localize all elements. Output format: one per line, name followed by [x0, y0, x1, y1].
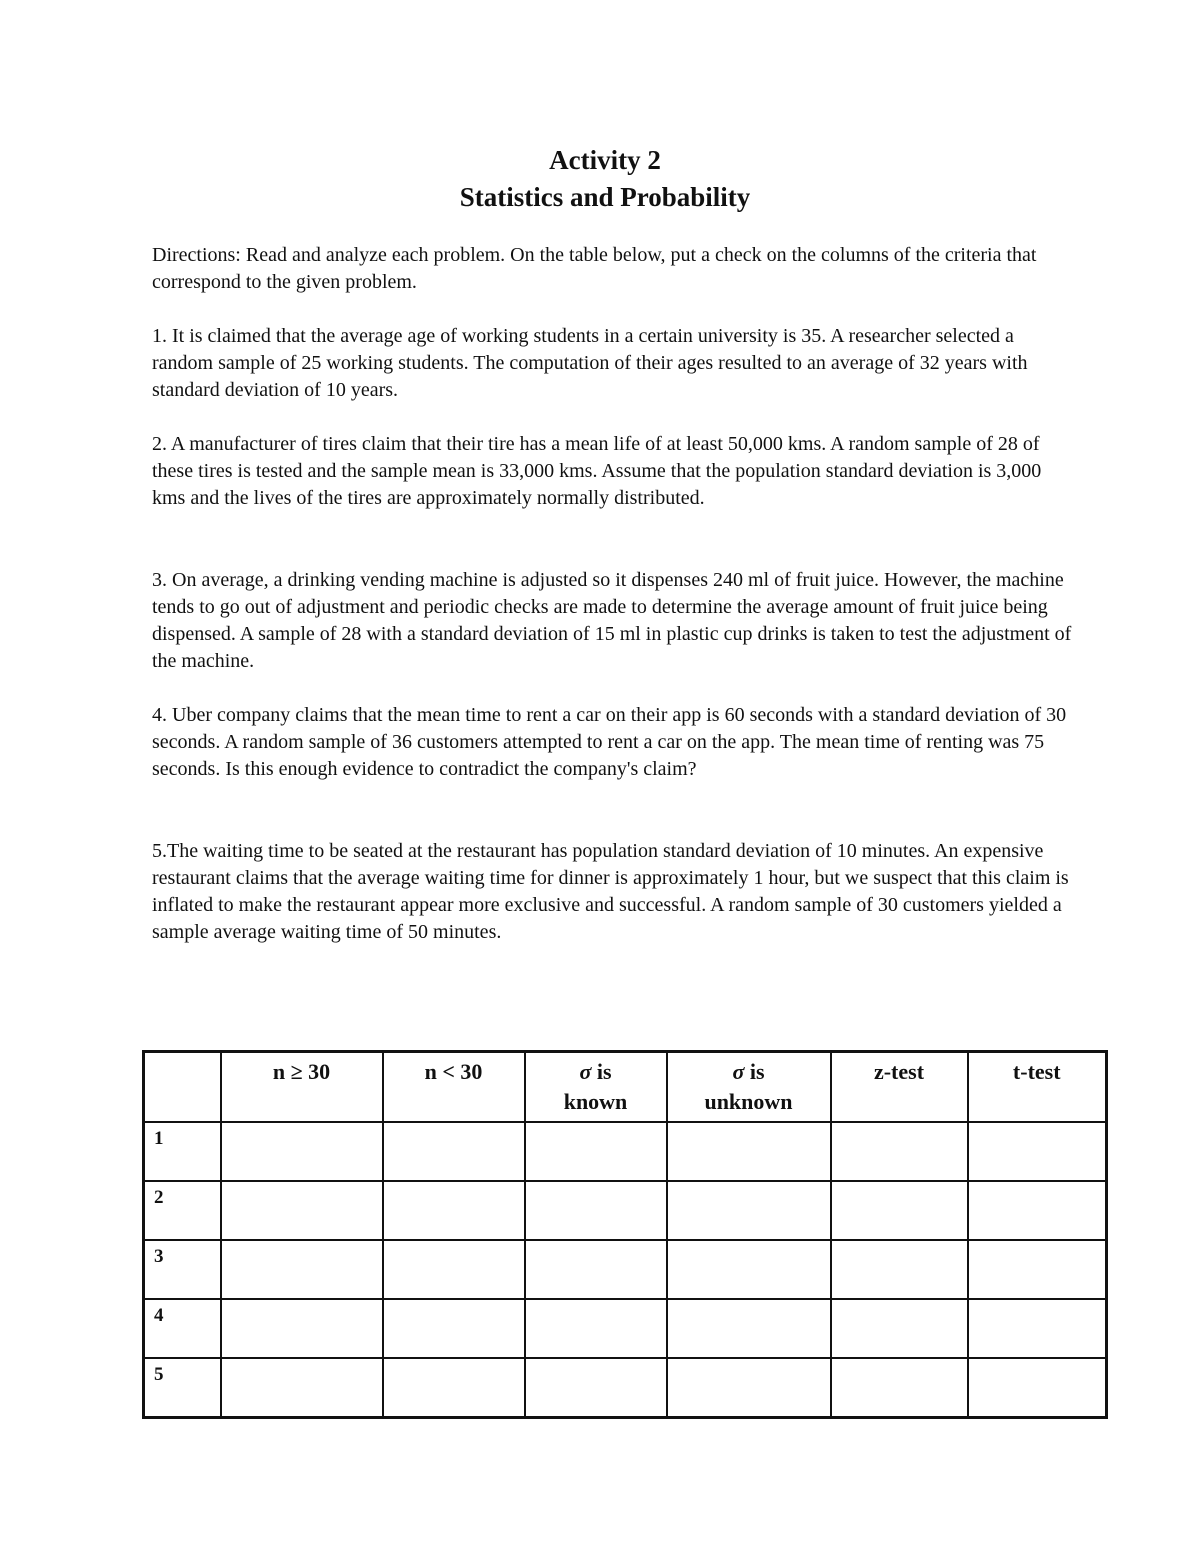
table-row — [144, 1299, 1107, 1358]
check-cell-z-test[interactable] — [831, 1181, 968, 1240]
header-sigma-known — [525, 1052, 667, 1123]
check-cell-n-ge-30[interactable] — [221, 1240, 383, 1299]
row-number: 1 — [144, 1122, 221, 1181]
check-cell-sigma-unknown[interactable] — [667, 1122, 831, 1181]
directions-text: Directions: Read and analyze each problem. On the table below, put a check on the columns of the criteria that correspond to the given problem. — [152, 244, 1037, 293]
header-sigma-known-word: known — [563, 1089, 628, 1114]
check-cell-t-test[interactable] — [968, 1358, 1107, 1418]
check-cell-n-ge-30[interactable] — [221, 1122, 383, 1181]
check-cell-sigma-known[interactable] — [525, 1358, 667, 1418]
problem-3: 3. On average, a drinking vending machine is adjusted so it dispenses 240 ml of fruit juice. However, the machine tends to go out of adjustment and periodic checks are made to determine the average amount of fruit juice being dispensed. A sample of 28 with a standard deviation of 15 ml in plastic cup drinks is taken to test the adjustment of the machine. — [152, 569, 1072, 672]
check-cell-z-test[interactable] — [831, 1299, 968, 1358]
problem-2: 2. A manufacturer of tires claim that their tire has a mean life of at least 50,000 kms. A random sample of 28 of these tires is tested and the sample mean is 33,000 kms. Assume that the population standard deviation is 3,000 kms and the lives of the tires are approximately normally distributed. — [152, 433, 1042, 509]
title-block — [0, 142, 1200, 216]
check-cell-t-test[interactable] — [968, 1122, 1107, 1181]
sigma-symbol: σ — [579, 1059, 592, 1084]
check-cell-z-test[interactable] — [831, 1240, 968, 1299]
check-cell-sigma-unknown[interactable] — [667, 1299, 831, 1358]
check-cell-n-ge-30[interactable] — [221, 1358, 383, 1418]
criteria-table — [142, 1050, 1108, 1419]
check-cell-sigma-known[interactable] — [525, 1122, 667, 1181]
problem-5: 5.The waiting time to be seated at the restaurant has population standard deviation of 10 minutes. An expensive restaurant claims that the average waiting time for dinner is approximately 1 hour, but we suspect that this claim is inflated to make the restaurant appear more exclusive and successful. A random sample of 30 customers yielded a sample average waiting time of 50 minutes. — [152, 840, 1069, 943]
check-cell-n-ge-30[interactable] — [221, 1181, 383, 1240]
header-n-lt-30-label: n < 30 — [424, 1059, 483, 1084]
table-header-row — [144, 1052, 1107, 1123]
header-n-ge-30 — [221, 1052, 383, 1123]
check-cell-z-test[interactable] — [831, 1122, 968, 1181]
header-n-lt-30 — [383, 1052, 525, 1123]
check-cell-n-lt-30[interactable] — [383, 1299, 525, 1358]
page-subtitle: Statistics and Probability — [459, 182, 751, 212]
check-cell-t-test[interactable] — [968, 1240, 1107, 1299]
check-cell-n-ge-30[interactable] — [221, 1299, 383, 1358]
header-n-ge-30-label: n ≥ 30 — [272, 1059, 331, 1084]
problem-4: 4. Uber company claims that the mean time to rent a car on their app is 60 seconds with a standard deviation of 30 seconds. A random sample of 36 customers attempted to rent a car on the app. The mean time of renting was 75 seconds. Is this enough evidence to contradict the company's claim? — [152, 704, 1067, 780]
row-number: 4 — [144, 1299, 221, 1358]
problem-1: 1. It is claimed that the average age of working students in a certain university is 35. A researcher selected a random sample of 25 working students. The computation of their ages resulted to an average of 32 years with standard deviation of 10 years. — [152, 325, 1028, 401]
check-cell-t-test[interactable] — [968, 1299, 1107, 1358]
header-sigma-unknown-is: is — [744, 1059, 765, 1084]
check-cell-sigma-known[interactable] — [525, 1181, 667, 1240]
check-cell-sigma-known[interactable] — [525, 1299, 667, 1358]
header-z-test — [831, 1052, 968, 1123]
check-cell-sigma-unknown[interactable] — [667, 1240, 831, 1299]
table-row — [144, 1240, 1107, 1299]
header-sigma-known-is: is — [591, 1059, 612, 1084]
check-cell-n-lt-30[interactable] — [383, 1122, 525, 1181]
check-cell-n-lt-30[interactable] — [383, 1358, 525, 1418]
row-number: 3 — [144, 1240, 221, 1299]
table-row — [144, 1181, 1107, 1240]
header-t-test-label: t-test — [1012, 1059, 1061, 1084]
table-row — [144, 1122, 1107, 1181]
check-cell-t-test[interactable] — [968, 1181, 1107, 1240]
header-t-test — [968, 1052, 1107, 1123]
check-cell-z-test[interactable] — [831, 1358, 968, 1418]
header-z-test-label: z-test — [873, 1059, 925, 1084]
check-cell-sigma-known[interactable] — [525, 1240, 667, 1299]
table-row — [144, 1358, 1107, 1418]
check-cell-n-lt-30[interactable] — [383, 1181, 525, 1240]
row-number: 2 — [144, 1181, 221, 1240]
row-number: 5 — [144, 1358, 221, 1418]
sigma-symbol: σ — [732, 1059, 745, 1084]
header-sigma-unknown-word: unknown — [704, 1089, 793, 1114]
check-cell-n-lt-30[interactable] — [383, 1240, 525, 1299]
check-cell-sigma-unknown[interactable] — [667, 1181, 831, 1240]
header-blank — [144, 1052, 221, 1123]
page-title: Activity 2 — [549, 145, 661, 175]
header-sigma-unknown — [667, 1052, 831, 1123]
check-cell-sigma-unknown[interactable] — [667, 1358, 831, 1418]
